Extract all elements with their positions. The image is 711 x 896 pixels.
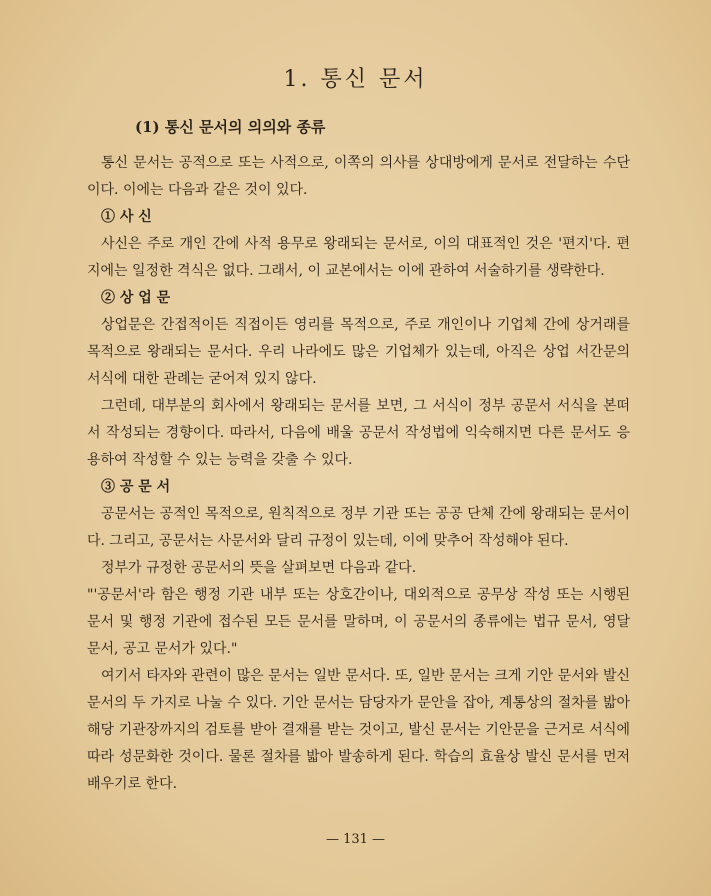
subheading: ① 사 신 [101, 209, 152, 225]
paragraph: 정부가 규정한 공문서의 뜻을 살펴보면 다음과 같다. [101, 560, 417, 576]
section-heading: (1) 통신 문서의 의의와 종류 [135, 118, 326, 136]
subheading: ③ 공 문 서 [101, 479, 171, 495]
quotation: "'공문서'라 함은 행정 기관 내부 또는 상호간이나, 대외적으로 공무상 작성 또는 시행된 문서 및 행정 기관에 접수된 모든 문서를 말하며, 이 공문서의 종류에는 법규 문서, 영달 문서, 공고 문서가 있다." [87, 587, 630, 657]
paragraph: 통신 문서는 공적으로 또는 사적으로, 이쪽의 의사를 상대방에게 문서로 전달하는 수단이다. 이에는 다음과 같은 것이 있다. [87, 155, 630, 198]
page-number: — 131 — [325, 832, 386, 847]
subheading: ② 상 업 문 [101, 290, 171, 306]
chapter-title: 1. 통신 문서 [283, 67, 428, 92]
paragraph: 상업문은 간접적이든 직접이든 영리를 목적으로, 주로 개인이나 기업체 간에 상거래를 목적으로 왕래되는 문서다. 우리 나라에도 많은 기업체가 있는데, 아직은 상업 서간문의 서식에 대한 관례는 굳어져 있지 않다. [87, 317, 630, 387]
paragraph: 공문서는 공적인 목적으로, 원칙적으로 정부 기관 또는 공공 단체 간에 왕래되는 문서이다. 그리고, 공문서는 사문서와 달리 규정이 있는데, 이에 맞추어 작성해야 된다. [87, 506, 630, 549]
paragraph: 사신은 주로 개인 간에 사적 용무로 왕래되는 문서로, 이의 대표적인 것은 '편지'다. 편지에는 일정한 격식은 없다. 그래서, 이 교본에서는 이에 관하여 서술하기를 생략한다. [87, 236, 630, 279]
paragraph: 그런데, 대부분의 회사에서 왕래되는 문서를 보면, 그 서식이 정부 공문서 서식을 본떠서 작성되는 경향이다. 따라서, 다음에 배울 공문서 작성법에 익숙해지면 다른 문서도 응용하여 작성할 수 있는 능력을 갖출 수 있다. [87, 398, 630, 468]
paragraph: 여기서 타자와 관련이 많은 문서는 일반 문서다. 또, 일반 문서는 크게 기안 문서와 발신 문서의 두 가지로 나눌 수 있다. 기안 문서는 담당자가 문안을 잡아, 계통상의 절차를 밟아 해당 기관장까지의 검토를 받아 결재를 받는 것이고, 발신 문서는 기안문을 근거로 서식에 따라 성문화한 것이다. 물론 절차를 밟아 발송하게 된다. 학습의 효율상 발신 문서를 먼저 배우기로 한다. [87, 668, 630, 792]
body-text [87, 150, 630, 798]
